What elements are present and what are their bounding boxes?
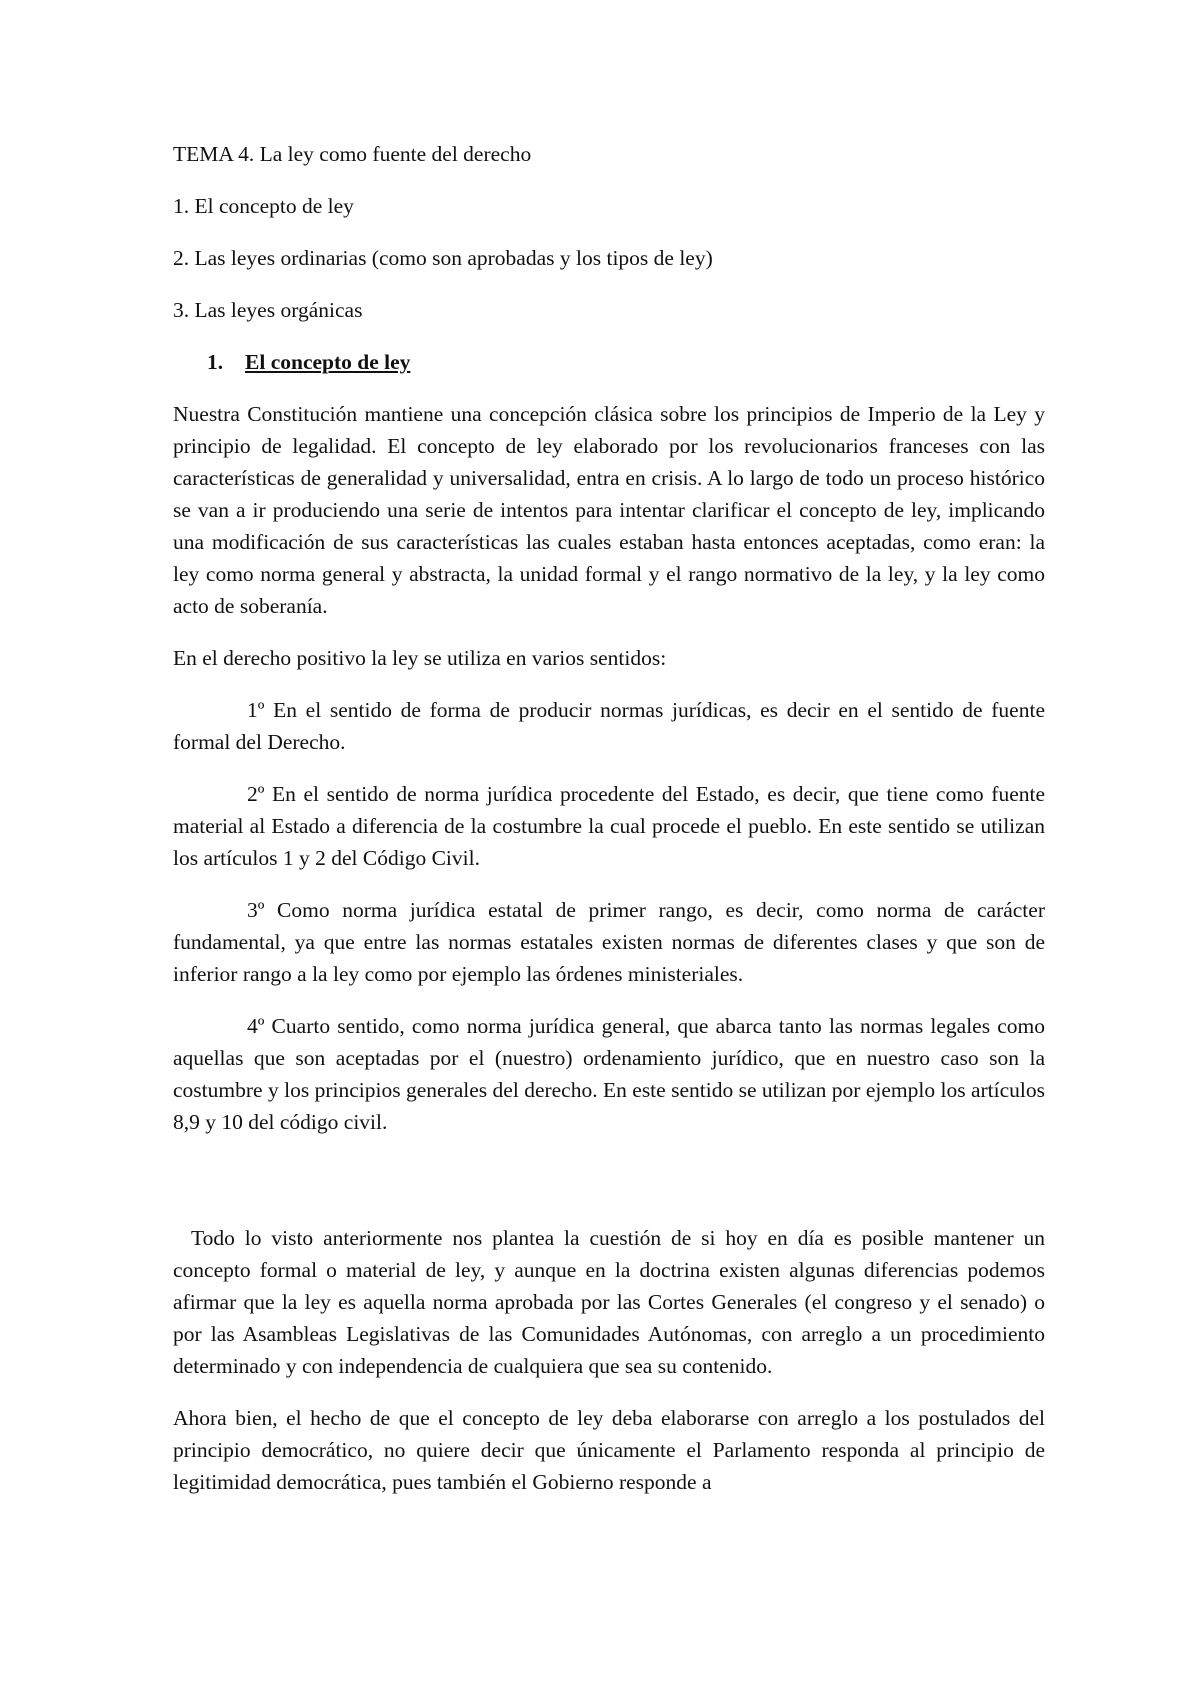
paragraph-conclusion: Todo lo visto anteriormente nos plantea la cuestión de si hoy en día es posible mantener un concepto formal o material de ley, y aunque en la doctrina existen algunas diferencias podemos afirmar que la ley es aquella norma aprobada por las Cortes Generales (el congreso y el senado) o por las Asambleas Legislativas de las Comunidades Autónomas, con arreglo a un procedimiento determinado y con independencia de cualquiera que sea su contenido. bbox=[173, 1226, 1045, 1378]
sense-4: 4º Cuarto sentido, como norma jurídica general, que abarca tanto las normas legales como aquellas que son aceptadas por el (nuestro) ordenamiento jurídico, que en nuestro caso son la costumbre y los principios generales del derecho. En este sentido se utilizan por ejemplo los artículos 8,9 y 10 del código civil. bbox=[173, 1014, 1045, 1134]
paragraph-continuation: Ahora bien, el hecho de que el concepto de ley deba elaborarse con arreglo a los postulados del principio democrático, no quiere decir que únicamente el Parlamento responda al principio de legitimidad democrática, pues también el Gobierno responde a bbox=[173, 1406, 1045, 1494]
section-title: El concepto de ley bbox=[245, 350, 411, 374]
document-page bbox=[173, 138, 1045, 1498]
section-number: 1. bbox=[207, 350, 224, 374]
sense-3: 3º Como norma jurídica estatal de primer rango, es decir, como norma de carácter fundamental, ya que entre las normas estatales existen normas de diferentes clases y que son de inferior rango a la ley como por ejemplo las órdenes ministeriales. bbox=[173, 898, 1045, 986]
paragraph-senses-intro: En el derecho positivo la ley se utiliza en varios sentidos: bbox=[173, 646, 667, 670]
section-heading bbox=[173, 346, 1045, 378]
toc-item-2: 2. Las leyes ordinarias (como son aprobadas y los tipos de ley) bbox=[173, 246, 713, 270]
toc-item-3: 3. Las leyes orgánicas bbox=[173, 298, 363, 322]
sense-1: 1º En el sentido de forma de producir normas jurídicas, es decir en el sentido de fuente formal del Derecho. bbox=[173, 698, 1045, 754]
document-title: TEMA 4. La ley como fuente del derecho bbox=[173, 142, 532, 166]
paragraph-intro: Nuestra Constitución mantiene una concepción clásica sobre los principios de Imperio de la Ley y principio de legalidad. El concepto de ley elaborado por los revolucionarios franceses con las características de generalidad y universalidad, entra en crisis. A lo largo de todo un proceso histórico se van a ir produciendo una serie de intentos para intentar clarificar el concepto de ley, implicando una modificación de sus características las cuales estaban hasta entonces aceptadas, como eran: la ley como norma general y abstracta, la unidad formal y el rango normativo de la ley, y la ley como acto de soberanía. bbox=[173, 402, 1045, 618]
toc-item-1: 1. El concepto de ley bbox=[173, 194, 354, 218]
sense-2: 2º En el sentido de norma jurídica procedente del Estado, es decir, que tiene como fuente material al Estado a diferencia de la costumbre la cual procede el pueblo. En este sentido se utilizan los artículos 1 y 2 del Código Civil. bbox=[173, 782, 1045, 870]
